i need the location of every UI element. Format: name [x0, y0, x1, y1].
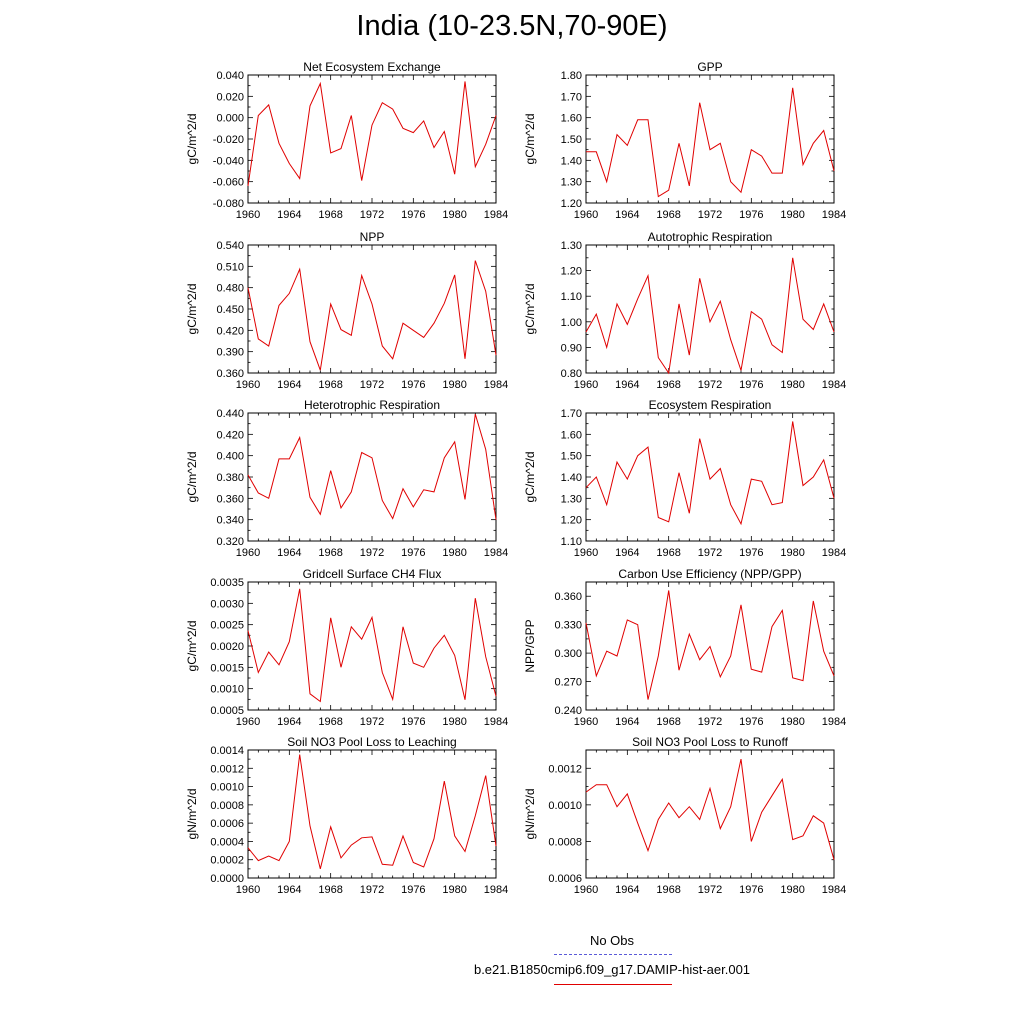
- y-tick-label: 1.70: [560, 408, 582, 420]
- y-tick-label: 0.0020: [210, 641, 244, 653]
- y-tick-label: 0.240: [554, 705, 582, 717]
- y-tick-label: 0.440: [216, 408, 244, 420]
- x-tick-label: 1968: [318, 716, 343, 728]
- chart-title: Gridcell Surface CH4 Flux: [302, 567, 442, 581]
- x-tick-label: 1964: [277, 379, 302, 391]
- y-axis-label: gN/m^2/d: [523, 788, 537, 840]
- x-tick-label: 1972: [697, 209, 723, 221]
- chart-panel-2: [523, 60, 846, 221]
- y-tick-label: 1.40: [560, 155, 582, 168]
- y-tick-label: -0.040: [212, 155, 244, 168]
- x-tick-label: 1972: [359, 716, 385, 728]
- plot-frame: [586, 75, 834, 203]
- x-tick-label: 1984: [483, 884, 509, 896]
- y-tick-label: 0.320: [216, 536, 244, 548]
- chart-title: Ecosystem Respiration: [648, 398, 772, 412]
- x-tick-label: 1976: [739, 716, 764, 728]
- y-tick-label: 1.20: [560, 198, 582, 210]
- y-tick-label: 0.0008: [210, 799, 244, 812]
- y-tick-label: 0.0012: [210, 763, 244, 776]
- y-tick-label: 0.540: [216, 240, 244, 252]
- x-tick-label: 1976: [401, 716, 426, 728]
- y-tick-label: 1.70: [560, 91, 582, 104]
- y-tick-label: 1.60: [560, 429, 582, 442]
- y-tick-label: 0.0030: [210, 598, 244, 611]
- x-tick-label: 1984: [483, 716, 509, 728]
- y-tick-label: 0.0010: [210, 781, 244, 794]
- y-tick-label: 0.340: [216, 514, 244, 527]
- y-tick-label: 1.00: [560, 316, 582, 329]
- x-tick-label: 1972: [697, 547, 723, 559]
- legend-obs-label: No Obs: [589, 933, 635, 948]
- y-axis-label: gC/m^2/d: [185, 283, 199, 335]
- y-tick-label: 0.270: [554, 676, 582, 689]
- series-line: [248, 414, 496, 520]
- y-tick-label: 0.040: [216, 70, 244, 82]
- y-tick-label: 0.450: [216, 304, 244, 316]
- x-tick-label: 1968: [656, 209, 681, 221]
- y-tick-label: 1.50: [560, 450, 582, 463]
- y-tick-label: 0.0010: [210, 683, 244, 696]
- y-tick-label: 0.0006: [548, 873, 582, 885]
- chart-title: Heterotrophic Respiration: [303, 398, 441, 412]
- x-tick-label: 1964: [277, 547, 302, 559]
- chart-panel-8: [523, 567, 846, 728]
- plot-frame: [586, 245, 834, 373]
- chart-panel-3: [185, 230, 508, 391]
- x-tick-label: 1980: [442, 379, 467, 391]
- y-tick-label: -0.080: [212, 198, 244, 210]
- series-line: [248, 755, 496, 869]
- chart-title: Soil NO3 Pool Loss to Runoff: [632, 735, 788, 749]
- y-tick-label: 0.0008: [548, 836, 582, 849]
- x-tick-label: 1984: [483, 209, 509, 221]
- x-tick-label: 1984: [821, 884, 847, 896]
- x-tick-label: 1968: [318, 884, 343, 896]
- y-tick-label: 0.0025: [210, 619, 244, 632]
- y-tick-label: 0.330: [554, 619, 582, 632]
- plot-frame: [248, 582, 496, 710]
- y-tick-label: 1.20: [560, 514, 582, 527]
- x-tick-label: 1980: [780, 716, 805, 728]
- x-tick-label: 1964: [615, 209, 640, 221]
- chart-title: Soil NO3 Pool Loss to Leaching: [287, 735, 457, 749]
- x-tick-label: 1976: [739, 209, 764, 221]
- series-line: [248, 589, 496, 702]
- x-tick-label: 1960: [235, 884, 261, 896]
- y-tick-label: 0.360: [554, 591, 582, 604]
- y-tick-label: 0.480: [216, 282, 244, 295]
- legend-obs-line: [554, 954, 672, 955]
- y-tick-label: 0.400: [216, 450, 244, 463]
- x-tick-label: 1968: [656, 547, 681, 559]
- y-tick-label: 1.60: [560, 112, 582, 125]
- x-tick-label: 1960: [235, 209, 261, 221]
- x-tick-label: 1976: [401, 884, 426, 896]
- x-tick-label: 1964: [277, 716, 302, 728]
- x-tick-label: 1964: [277, 884, 302, 896]
- x-tick-label: 1968: [656, 716, 681, 728]
- legend-model-label: b.e21.B1850cmip6.f09_g17.DAMIP-hist-aer.001: [473, 962, 751, 977]
- y-tick-label: 0.020: [216, 91, 244, 104]
- y-tick-label: 0.420: [216, 325, 244, 338]
- y-tick-label: 0.420: [216, 429, 244, 442]
- x-tick-label: 1972: [359, 209, 385, 221]
- x-tick-label: 1968: [656, 884, 681, 896]
- x-tick-label: 1980: [780, 884, 805, 896]
- x-tick-label: 1972: [697, 379, 723, 391]
- y-tick-label: 0.000: [216, 112, 244, 125]
- y-tick-label: 0.0010: [548, 799, 582, 812]
- y-tick-label: 0.360: [216, 368, 244, 380]
- x-tick-label: 1976: [739, 884, 764, 896]
- y-tick-label: 1.80: [560, 70, 582, 82]
- x-tick-label: 1980: [442, 884, 467, 896]
- series-line: [586, 88, 834, 197]
- plot-frame: [586, 750, 834, 878]
- x-tick-label: 1976: [739, 547, 764, 559]
- chart-panel-1: [185, 60, 508, 221]
- y-axis-label: gC/m^2/d: [523, 451, 537, 503]
- y-tick-label: 0.510: [216, 261, 244, 274]
- x-tick-label: 1960: [573, 716, 599, 728]
- chart-panel-7: [185, 567, 508, 728]
- plot-frame: [586, 413, 834, 541]
- chart-title: NPP: [359, 230, 385, 244]
- x-tick-label: 1980: [780, 209, 805, 221]
- series-line: [586, 759, 834, 860]
- y-tick-label: 0.0006: [210, 818, 244, 831]
- y-tick-label: 1.10: [560, 536, 582, 548]
- y-tick-label: 0.360: [216, 493, 244, 506]
- series-line: [586, 258, 834, 373]
- chart-title: Net Ecosystem Exchange: [303, 60, 441, 74]
- y-tick-label: 0.0035: [210, 577, 244, 589]
- y-tick-label: 0.0004: [210, 836, 244, 849]
- x-tick-label: 1972: [359, 884, 385, 896]
- y-axis-label: gN/m^2/d: [185, 788, 199, 840]
- y-axis-label: NPP/GPP: [523, 619, 537, 673]
- series-line: [248, 81, 496, 185]
- x-tick-label: 1972: [359, 547, 385, 559]
- y-axis-label: gC/m^2/d: [523, 113, 537, 165]
- y-tick-label: 0.0012: [548, 763, 582, 776]
- y-tick-label: 1.10: [560, 291, 582, 304]
- x-tick-label: 1960: [573, 379, 599, 391]
- y-tick-label: 0.0015: [210, 662, 244, 675]
- y-axis-label: gC/m^2/d: [185, 113, 199, 165]
- x-tick-label: 1984: [821, 209, 847, 221]
- series-line: [586, 422, 834, 524]
- x-tick-label: 1984: [821, 379, 847, 391]
- chart-panel-5: [185, 398, 508, 559]
- x-tick-label: 1984: [821, 547, 847, 559]
- figure-title: India (10-23.5N,70-90E): [356, 10, 668, 42]
- plot-frame: [248, 413, 496, 541]
- y-tick-label: 0.390: [216, 346, 244, 359]
- x-tick-label: 1960: [573, 547, 599, 559]
- y-tick-label: 0.380: [216, 472, 244, 484]
- x-tick-label: 1976: [739, 379, 764, 391]
- x-tick-label: 1964: [277, 209, 302, 221]
- x-tick-label: 1976: [401, 209, 426, 221]
- x-tick-label: 1964: [615, 547, 640, 559]
- y-axis-label: gC/m^2/d: [185, 451, 199, 503]
- x-tick-label: 1984: [483, 379, 509, 391]
- x-tick-label: 1984: [821, 716, 847, 728]
- y-tick-label: 1.20: [560, 265, 582, 278]
- y-tick-label: 1.30: [560, 493, 582, 506]
- chart-title: GPP: [697, 60, 723, 74]
- x-tick-label: 1968: [656, 379, 681, 391]
- y-tick-label: 1.30: [560, 176, 582, 189]
- chart-panel-4: [523, 230, 846, 391]
- x-tick-label: 1972: [697, 716, 723, 728]
- chart-title: Autotrophic Respiration: [647, 230, 773, 244]
- chart-panel-6: [523, 398, 846, 559]
- chart-title: Carbon Use Efficiency (NPP/GPP): [618, 567, 802, 581]
- x-tick-label: 1968: [318, 547, 343, 559]
- x-tick-label: 1960: [235, 379, 261, 391]
- y-tick-label: 0.90: [560, 342, 582, 355]
- x-tick-label: 1980: [442, 716, 467, 728]
- chart-panel-9: [185, 735, 508, 896]
- plot-frame: [248, 750, 496, 878]
- y-axis-label: gC/m^2/d: [523, 283, 537, 335]
- x-tick-label: 1972: [697, 884, 723, 896]
- y-tick-label: 0.0000: [210, 873, 244, 885]
- y-tick-label: 0.0005: [210, 705, 244, 717]
- x-tick-label: 1976: [401, 379, 426, 391]
- y-tick-label: 0.80: [560, 368, 582, 380]
- x-tick-label: 1980: [442, 209, 467, 221]
- x-tick-label: 1964: [615, 884, 640, 896]
- x-tick-label: 1960: [573, 884, 599, 896]
- x-tick-label: 1980: [442, 547, 467, 559]
- x-tick-label: 1976: [401, 547, 426, 559]
- chart-panel-10: [523, 735, 846, 896]
- x-tick-label: 1980: [780, 547, 805, 559]
- x-tick-label: 1960: [235, 547, 261, 559]
- x-tick-label: 1964: [615, 716, 640, 728]
- y-tick-label: 1.50: [560, 134, 582, 146]
- x-tick-label: 1964: [615, 379, 640, 391]
- y-tick-label: -0.020: [212, 134, 244, 146]
- x-tick-label: 1968: [318, 379, 343, 391]
- y-tick-label: 1.40: [560, 472, 582, 484]
- y-tick-label: -0.060: [212, 176, 244, 189]
- x-tick-label: 1984: [483, 547, 509, 559]
- x-tick-label: 1968: [318, 209, 343, 221]
- x-tick-label: 1980: [780, 379, 805, 391]
- y-tick-label: 0.300: [554, 648, 582, 661]
- x-tick-label: 1972: [359, 379, 385, 391]
- y-tick-label: 0.0014: [210, 745, 244, 757]
- y-axis-label: gC/m^2/d: [185, 620, 199, 672]
- legend-model-line: [554, 984, 672, 985]
- x-tick-label: 1960: [573, 209, 599, 221]
- y-tick-label: 0.0002: [210, 854, 244, 867]
- series-line: [248, 261, 496, 371]
- x-tick-label: 1960: [235, 716, 261, 728]
- series-line: [586, 591, 834, 700]
- y-tick-label: 1.30: [560, 240, 582, 252]
